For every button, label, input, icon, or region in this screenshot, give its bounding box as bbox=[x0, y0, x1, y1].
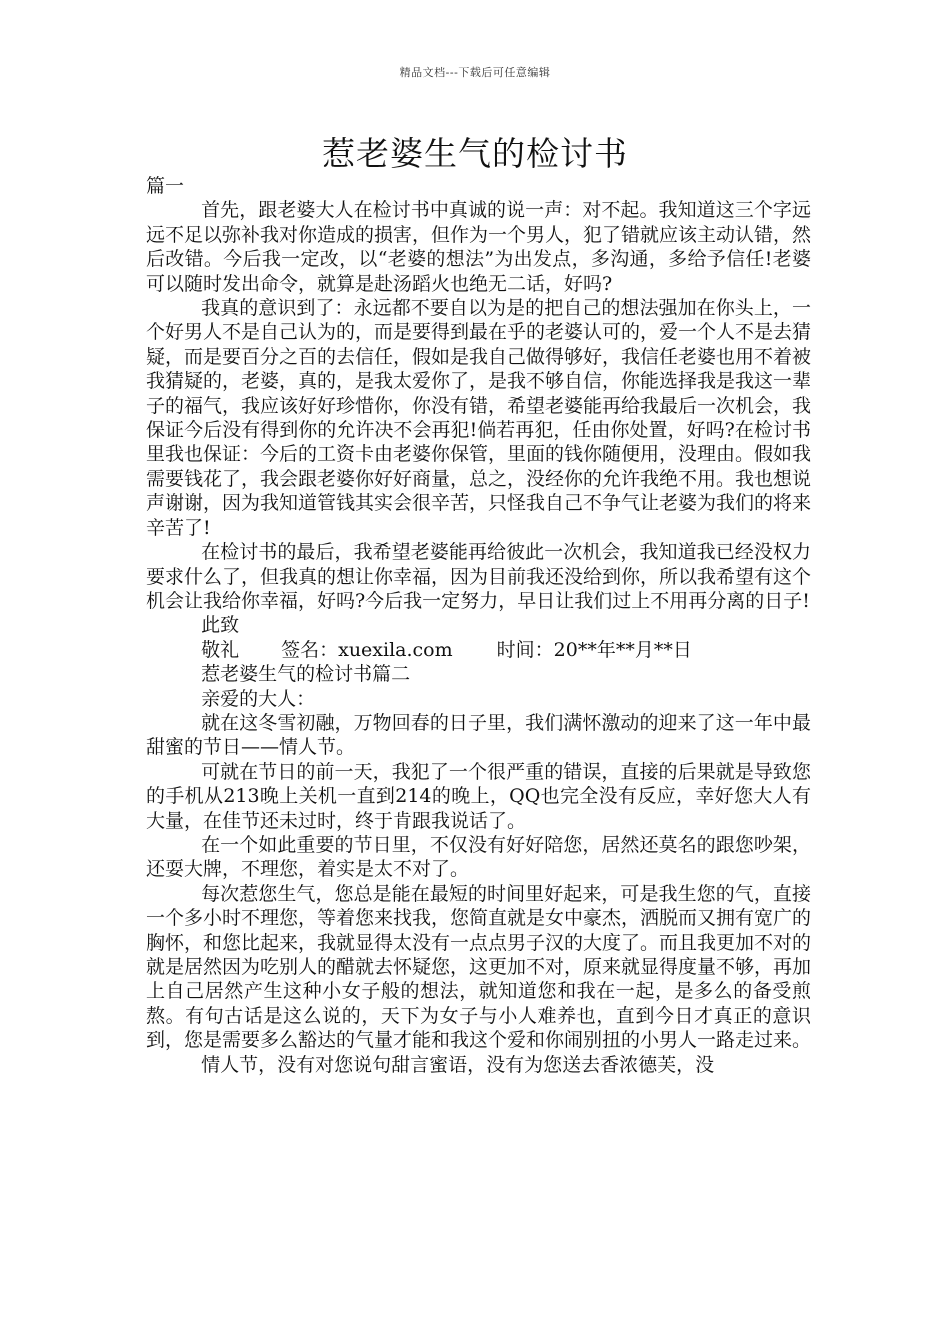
paragraph: 情人节，没有对您说句甜言蜜语，没有为您送去香浓德芙，没 bbox=[201, 1053, 715, 1076]
paragraph: 我真的意识到了：永远都不要自以为是的把自己的想法强加在你头上，一个好男人不是自己认为的，而是要得到最在乎的老婆认可的，爱一个人不是去猜疑，而是要百分之百的去信任，假如是我自己做得够好，我信任老婆也用不着被我猜疑的，老婆，真的，是我太爱你了，是我不够自信，你能选择我是我这一辈子的福气，我应该好好珍惜你，你没有错，希望老婆能再给我最后一次机会，我保证今后没有得到你的允许决不会再犯!倘若再犯，任由你处置，好吗?在检讨书里我也保证：今后的工资卡由老婆你保管，里面的钱你随便用，没理由。假如我需要钱花了，我会跟老婆你好好商量，总之，没经你的允许我绝不用。我也想说声谢谢，因为我知道管钱其实会很辛苦，只怪我自己不争气让老婆为我们的将来辛苦了! bbox=[146, 297, 812, 539]
signature-text: 签名：xuexila.com bbox=[281, 638, 453, 661]
paragraph: 在检讨书的最后，我希望老婆能再给彼此一次机会，我知道我已经没权力要求什么了，但我真的想让你幸福，因为目前我还没给到你，所以我希望有这个机会让我给你幸福，好吗?今后我一定努力，早日让我们过上不用再分离的日子! bbox=[146, 541, 812, 612]
signature-line bbox=[146, 638, 811, 662]
date-text: 时间：20**年**月**日 bbox=[496, 638, 692, 661]
closing-line: 此致 bbox=[201, 614, 240, 637]
document-body bbox=[146, 174, 811, 1077]
salute-text: 敬礼 bbox=[201, 638, 240, 661]
paragraph: 首先，跟老婆大人在检讨书中真诚的说一声：对不起。我知道这三个字远远不足以弥补我对你造成的损害，但作为一个男人，犯了错就应该主动认错，然后改错。今后我一定改，以“老婆的想法”为出发点，多沟通，多给予信任!老婆可以随时发出命令，就算是赴汤蹈火也绝无二话，好吗? bbox=[146, 199, 812, 295]
paragraph: 可就在节日的前一天，我犯了一个很严重的错误，直接的后果就是导致您的手机从213晚上关机一直到214的晚上，QQ也完全没有反应，幸好您大人有大量，在佳节还未过时，终于肯跟我说话了。 bbox=[146, 760, 811, 832]
paragraph: 每次惹您生气，您总是能在最短的时间里好起来，可是我生您的气，直接一个多小时不理您，等着您来找我，您简直就是女中豪杰，洒脱而又拥有宽广的胸怀，和您比起来，我就显得太没有一点点男子汉的大度了。而且我更加不对的就是居然因为吃别人的醋就去怀疑您，这更加不对，原来就显得度量不够，再加上自己居然产生这种小女子般的想法，就知道您和我在一起，是多么的备受煎熬。有句古话是这么说的，天下为女子与小人难养也，直到今日才真正的意识到，您是需要多么豁达的气量才能和我这个爱和你闹别扭的小男人一路走过来。 bbox=[146, 882, 812, 1052]
header-note: 精品文档---下载后可任意编辑 bbox=[399, 66, 551, 79]
paragraph: 就在这冬雪初融，万物回春的日子里，我们满怀激动的迎来了这一年中最甜蜜的节日——情人节。 bbox=[146, 711, 811, 759]
section-label: 篇一 bbox=[146, 175, 185, 197]
greeting: 亲爱的大人： bbox=[201, 687, 316, 710]
section-title: 惹老婆生气的检讨书篇二 bbox=[201, 663, 411, 686]
paragraph: 在一个如此重要的节日里，不仅没有好好陪您，居然还莫名的跟您吵架，还耍大牌，不理您，着实是太不对了。 bbox=[146, 833, 811, 881]
document-title: 惹老婆生气的检讨书 bbox=[322, 134, 628, 173]
